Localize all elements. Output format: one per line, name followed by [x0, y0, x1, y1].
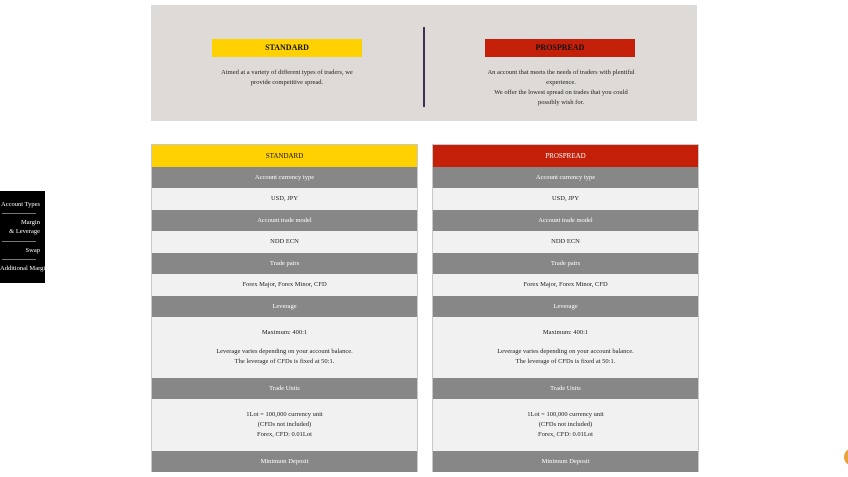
description-line: Aimed at a variety of different types of traders, we	[221, 69, 353, 76]
leverage-value	[152, 317, 417, 378]
chat-widget-icon[interactable]	[844, 448, 848, 466]
units-value	[433, 399, 698, 451]
pairs-value: Forex Major, Forex Minor, CFD	[433, 274, 698, 296]
leverage-note: The leverage of CFDs is fixed at 50:1.	[515, 358, 616, 365]
units-line: (CFDs not included)	[257, 421, 312, 428]
leverage-label: Leverage	[152, 296, 417, 317]
model-label: Account trade model	[433, 210, 698, 231]
standard-description	[212, 68, 362, 88]
nav-item-account-types[interactable]	[0, 200, 40, 209]
currency-label: Account currency type	[152, 167, 417, 188]
standard-table-header: STANDARD	[152, 145, 417, 167]
units-value	[152, 399, 417, 451]
pairs-label: Trade pairs	[152, 253, 417, 274]
description-line: An account that meets the needs of traders with plentiful	[487, 69, 635, 76]
vertical-divider	[423, 27, 425, 107]
standard-badge[interactable]: STANDARD	[212, 39, 362, 57]
prospread-description	[481, 68, 641, 108]
nav-item-label: Margin	[20, 219, 40, 226]
description-line: possibly wish for.	[537, 99, 585, 106]
currency-value: USD, JPY	[433, 188, 698, 210]
description-line: We offer the lowest spread on trades that you could	[494, 89, 628, 96]
deposit-label: Minimum Deposit	[152, 451, 417, 472]
prospread-spec-table	[432, 144, 699, 472]
nav-item-label: Account Types	[1, 201, 40, 208]
leverage-note: Leverage varies depending on your account balance.	[216, 348, 353, 355]
currency-value: USD, JPY	[152, 188, 417, 210]
leverage-max: Maximum: 400:1	[261, 329, 308, 336]
nav-item-label: Additional Margin	[0, 265, 49, 272]
nav-divider	[2, 241, 36, 242]
nav-item-margin-leverage[interactable]	[0, 218, 40, 236]
nav-divider	[2, 259, 36, 260]
pairs-value: Forex Major, Forex Minor, CFD	[152, 274, 417, 296]
nav-item-label: Swap	[25, 247, 40, 254]
nav-item-swap[interactable]	[0, 246, 40, 255]
pairs-label: Trade pairs	[433, 253, 698, 274]
units-line: 1Lot = 100,000 currency unit	[527, 411, 604, 418]
prospread-badge[interactable]: PROSPREAD	[485, 39, 635, 57]
units-line: Forex, CFD: 0.01Lot	[538, 431, 593, 438]
model-value: NDD ECN	[152, 231, 417, 253]
leverage-max: Maximum: 400:1	[542, 329, 589, 336]
nav-item-additional-margin[interactable]	[0, 264, 49, 273]
units-label: Trade Units	[152, 378, 417, 399]
leverage-note: Leverage varies depending on your account balance.	[497, 348, 634, 355]
units-label: Trade Units	[433, 378, 698, 399]
model-value: NDD ECN	[433, 231, 698, 253]
units-line: 1Lot = 100,000 currency unit	[246, 411, 323, 418]
leverage-note: The leverage of CFDs is fixed at 50:1.	[234, 358, 335, 365]
nav-item-label: & Leverage	[9, 228, 40, 235]
leverage-label: Leverage	[433, 296, 698, 317]
description-line: provide competitive spread.	[250, 79, 324, 86]
nav-divider	[2, 213, 36, 214]
currency-label: Account currency type	[433, 167, 698, 188]
model-label: Account trade model	[152, 210, 417, 231]
side-navigation	[0, 191, 49, 283]
leverage-value	[433, 317, 698, 378]
account-overview-panel	[151, 5, 697, 121]
units-line: (CFDs not included)	[538, 421, 593, 428]
prospread-table-header: PROSPREAD	[433, 145, 698, 167]
units-line: Forex, CFD: 0.01Lot	[257, 431, 312, 438]
standard-spec-table	[151, 144, 418, 472]
description-line: experience.	[546, 79, 576, 86]
deposit-label: Minimum Deposit	[433, 451, 698, 472]
